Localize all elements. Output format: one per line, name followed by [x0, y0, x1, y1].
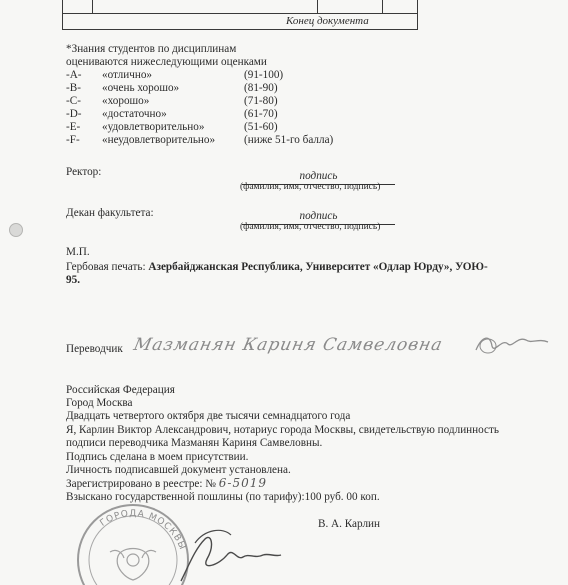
notary-line: Российская Федерация — [66, 384, 175, 396]
seal-text-2: 95. — [66, 274, 80, 286]
dean-signature: подпись — [299, 210, 338, 222]
grade-letter: -B- — [66, 82, 81, 94]
grade-word: «удовлетворительно» — [102, 121, 205, 133]
grade-word: «отлично» — [102, 69, 153, 81]
translator-signature-icon — [472, 330, 552, 360]
grade-range: (71-80) — [244, 95, 278, 107]
svg-text:ГОРОДА МОСКВЫ — [98, 509, 187, 552]
rector-label: Ректор: — [66, 166, 102, 178]
notary-signer: В. А. Карлин — [318, 518, 381, 530]
mp-label: М.П. — [66, 246, 90, 258]
notary-line: Город Москва — [66, 397, 133, 409]
grade-range: (81-90) — [244, 82, 278, 94]
translator-handwritten-name: Мазманян Кариня Самвеловна — [131, 335, 445, 355]
grading-intro-1: *Знания студентов по дисциплинам — [66, 43, 237, 55]
dean-label: Декан факультета: — [66, 207, 154, 219]
notary-line: Личность подписавшей документ установлена. — [66, 464, 291, 476]
notary-line: Я, Карлин Виктор Александрович, нотариус города Москвы, свидетельствую подлинность — [66, 424, 499, 436]
registry-line — [66, 477, 267, 491]
grade-letter: -E- — [66, 121, 81, 133]
grade-letter: -C- — [66, 95, 81, 107]
grade-letter: -D- — [66, 108, 82, 120]
grading-intro-2: оцениваются нижеследующими оценками — [66, 56, 267, 68]
seal-text: Азербайджанская Республика, Университет «Одлар Юрду», УОЮ- — [148, 261, 488, 273]
seal-label: Гербовая печать: — [66, 261, 146, 273]
grade-word: «неудовлетворительно» — [102, 134, 216, 146]
seal-line-1 — [66, 261, 488, 274]
grade-letter: -A- — [66, 69, 82, 81]
grade-range: (61-70) — [244, 108, 278, 120]
notary-signature-icon — [175, 525, 285, 585]
grade-word: «хорошо» — [102, 95, 150, 107]
grade-range: (91-100) — [244, 69, 284, 81]
registry-label: Зарегистрировано в реестре: № — [66, 478, 216, 490]
dean-caption: (фамилия, имя, отчество, подпись) — [240, 222, 381, 232]
grade-letter: -F- — [66, 134, 80, 146]
grade-range: (ниже 51-го балла) — [244, 134, 334, 146]
stamp-text: ГОРОДА МОСКВЫ — [98, 508, 188, 552]
grade-word: «очень хорошо» — [102, 82, 180, 94]
punch-hole — [9, 223, 23, 237]
notary-line: Подпись сделана в моем присутствии. — [66, 451, 249, 463]
grade-word: «достаточно» — [102, 108, 167, 120]
grade-range: (51-60) — [244, 121, 278, 133]
notary-line: подписи переводчика Мазманян Кариня Самвеловны. — [66, 437, 323, 449]
end-of-document: Конец документа — [286, 15, 369, 27]
rector-signature: подпись — [299, 170, 338, 182]
fee-line: Взыскано государственной пошлины (по тарифу):100 руб. 00 коп. — [66, 491, 380, 503]
translator-label: Переводчик — [66, 343, 123, 355]
notary-line: Двадцать четвертого октября две тысячи семнадцатого года — [66, 410, 351, 422]
registry-number: 6-5019 — [218, 476, 267, 490]
rector-caption: (фамилия, имя, отчество, подпись) — [240, 182, 381, 192]
